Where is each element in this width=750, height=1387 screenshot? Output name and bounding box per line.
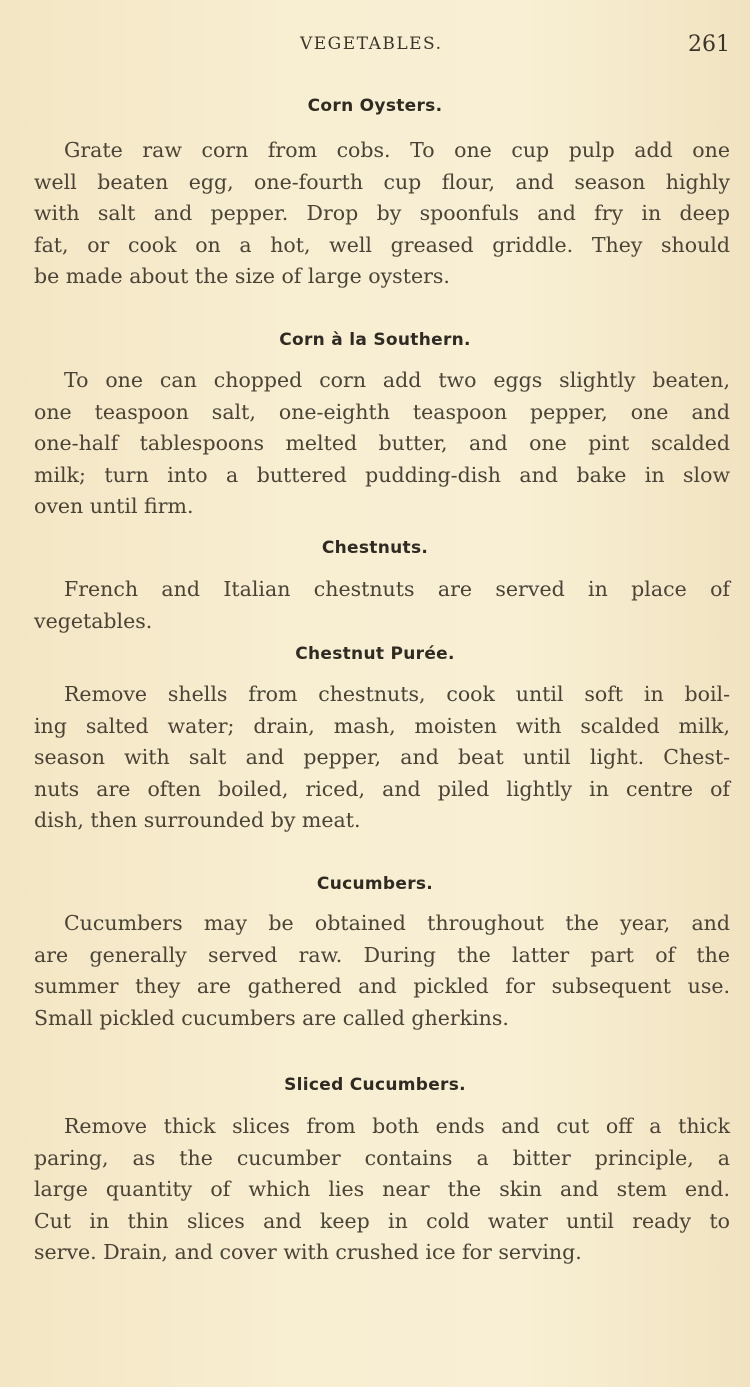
section-heading-cucumbers: Cucumbers. bbox=[316, 874, 434, 894]
body-line: large quantity of which lies near the skin and stem end. bbox=[34, 1177, 730, 1201]
body-line: well beaten egg, one-fourth cup flour, and season highly bbox=[34, 169, 730, 194]
section-heading-corn-a-la-southern: Corn à la Southern. bbox=[279, 330, 471, 350]
section-body-corn-a-la-southern bbox=[34, 365, 730, 523]
body-line: serve. Drain, and cover with crushed ice for serving. bbox=[34, 1240, 582, 1264]
body-line: Cut in thin slices and keep in cold water until ready to bbox=[34, 1208, 730, 1233]
body-line: oven until firm. bbox=[34, 494, 194, 518]
body-line: Cucumbers may be obtained throughout the year, and bbox=[64, 911, 730, 935]
body-line: one-half tablespoons melted butter, and one pint scalded bbox=[34, 431, 730, 455]
body-line: paring, as the cucumber contains a bitter principle, a bbox=[34, 1145, 730, 1170]
body-line: Small pickled cucumbers are called gherkins. bbox=[34, 1005, 509, 1030]
body-line: summer they are gathered and pickled for subsequent use. bbox=[34, 974, 730, 998]
body-line: French and Italian chestnuts are served in place of bbox=[64, 577, 730, 601]
body-line: To one can chopped corn add two eggs slightly beaten, bbox=[64, 368, 730, 392]
body-line: nuts are often boiled, riced, and piled lightly in centre of bbox=[34, 776, 730, 801]
body-line: fat, or cook on a hot, well greased griddle. They should bbox=[34, 232, 730, 257]
body-line: Remove shells from chestnuts, cook until soft in boil- bbox=[64, 682, 730, 706]
body-line: one teaspoon salt, one-eighth teaspoon pepper, one and bbox=[34, 399, 730, 424]
section-body-corn-oysters bbox=[34, 135, 730, 293]
running-title: VEGETABLES. bbox=[300, 34, 443, 54]
body-line: milk; turn into a buttered pudding-dish and bake in slow bbox=[34, 462, 730, 487]
section-body-sliced-cucumbers bbox=[34, 1111, 730, 1269]
section-body-cucumbers bbox=[34, 908, 730, 1034]
body-line: with salt and pepper. Drop by spoonfuls and fry in deep bbox=[34, 201, 730, 225]
page-number: 261 bbox=[688, 32, 730, 57]
body-line: Remove thick slices from both ends and cut off a thick bbox=[64, 1114, 730, 1138]
section-body-chestnut-puree bbox=[34, 679, 730, 837]
section-heading-corn-oysters: Corn Oysters. bbox=[307, 96, 443, 116]
body-line: be made about the size of large oysters. bbox=[34, 264, 450, 288]
section-body-chestnuts bbox=[34, 574, 730, 637]
body-line: season with salt and pepper, and beat until light. Chest- bbox=[34, 745, 730, 769]
body-line: Grate raw corn from cobs. To one cup pulp add one bbox=[64, 138, 730, 162]
section-heading-chestnuts: Chestnuts. bbox=[321, 538, 429, 558]
section-heading-sliced-cucumbers: Sliced Cucumbers. bbox=[284, 1075, 466, 1095]
body-line: vegetables. bbox=[34, 608, 153, 633]
body-line: are generally served raw. During the latter part of the bbox=[34, 942, 730, 967]
section-heading-chestnut-puree: Chestnut Purée. bbox=[295, 644, 455, 664]
body-line: dish, then surrounded by meat. bbox=[34, 808, 361, 832]
running-header bbox=[0, 30, 750, 60]
body-line: ing salted water; drain, mash, moisten with scalded milk, bbox=[34, 713, 730, 738]
